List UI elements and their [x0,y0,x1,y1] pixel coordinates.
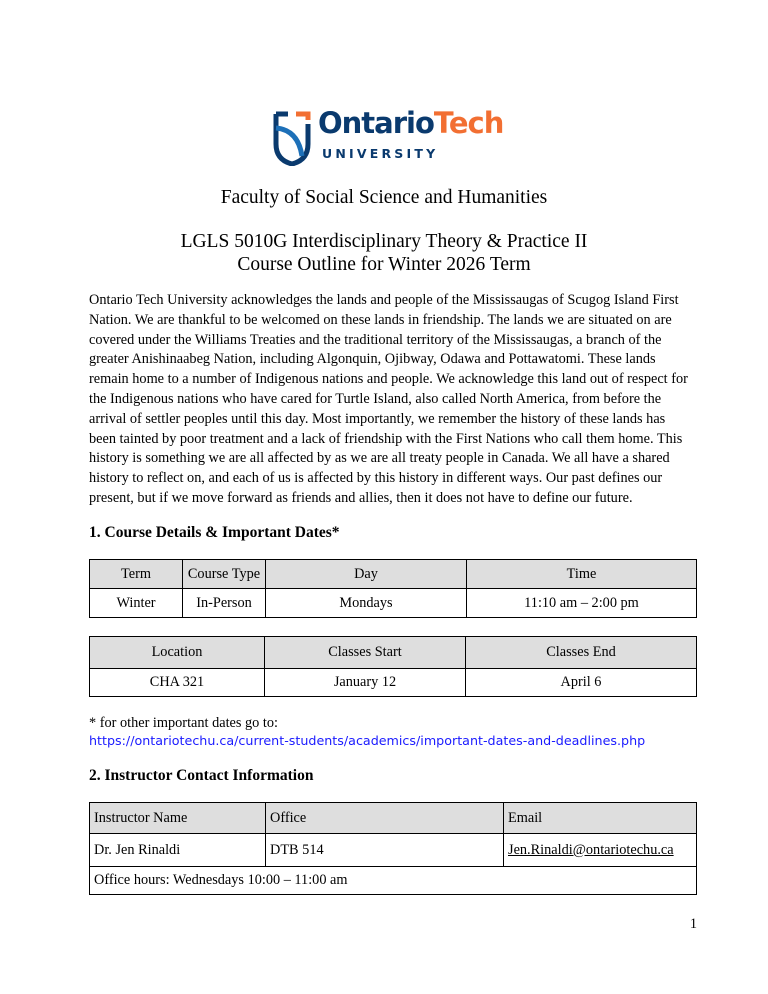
header-cell: Classes End [466,637,697,669]
logo-tech: Tech [433,106,504,140]
instructor-contact-table [89,802,697,895]
page-number: 1 [689,916,697,932]
logo-ontario: Ontario [318,106,434,140]
table-row [90,867,697,895]
logo-wordmark [318,106,503,140]
header-cell: Day [266,560,467,589]
course-title: LGLS 5010G Interdisciplinary Theory & Practice II [180,231,588,252]
table-row [90,834,697,867]
header-cell: Classes Start [265,637,466,669]
header-cell: Location [90,637,265,669]
cell: In-Person [183,589,266,618]
instructor-office: DTB 514 [266,834,504,867]
header-cell: Course Type [183,560,266,589]
section-1-heading: 1. Course Details & Important Dates* [89,524,340,541]
section-2-heading: 2. Instructor Contact Information [89,767,314,784]
course-dates-table [89,636,697,697]
header-cell: Office [266,803,504,834]
cell: Winter [90,589,183,618]
instructor-email-link[interactable]: Jen.Rinaldi@ontariotechu.ca [508,841,674,858]
cell: January 12 [265,669,466,697]
header-cell: Email [504,803,697,834]
header-cell: Instructor Name [90,803,266,834]
header-cell: Term [90,560,183,589]
cell: Mondays [266,589,467,618]
table-header-row [90,803,697,834]
land-acknowledgement: Ontario Tech University acknowledges the lands and people of the Mississaugas of Scugog Island First Nation. We are thankful to be welcomed on these lands in friendship. The lands we are situated on are covered under the Williams Treaties and the traditional territory of the Mississaugas, a branch of the greater Anishinaabeg Nation, including Algonquin, Ojibway, Odawa and Pottawatomi. These lands remain home to a number of Indigenous nations and people. We acknowledge this land out of respect for the Indigenous nations who have cared for Turtle Island, also called North America, from before the arrival of settler peoples until this day. Most importantly, we remember the history of these lands has been tainted by poor treatment and a lack of friendship with the First Nations who call them home. This history is something we are all affected by as we are all treaty people in Canada. We all have a shared history to reflect on, and each of us is affected by this history in different ways. Our past defines our present, but if we move forward as friends and allies, then it does not have to define our future. [89,292,688,506]
office-hours: Office hours: Wednesdays 10:00 – 11:00 am [90,867,697,895]
instructor-name: Dr. Jen Rinaldi [90,834,266,867]
university-logo [272,106,504,168]
shield-icon [272,110,312,166]
header-cell: Time [467,560,697,589]
faculty-name: Faculty of Social Science and Humanities [220,187,548,208]
cell: 11:10 am – 2:00 pm [467,589,697,618]
logo-university: UNIVERSITY [322,146,439,161]
important-dates-note: * for other important dates go to: [89,715,278,731]
cell: April 6 [466,669,697,697]
course-details-table [89,559,697,618]
cell: CHA 321 [90,669,265,697]
table-row [90,669,697,697]
table-header-row [90,637,697,669]
table-row [90,589,697,618]
important-dates-link[interactable]: https://ontariotechu.ca/current-students/academics/important-dates-and-deadlines.php [89,733,646,748]
outline-title: Course Outline for Winter 2026 Term [237,254,531,275]
table-header-row [90,560,697,589]
instructor-email-cell [504,834,697,867]
